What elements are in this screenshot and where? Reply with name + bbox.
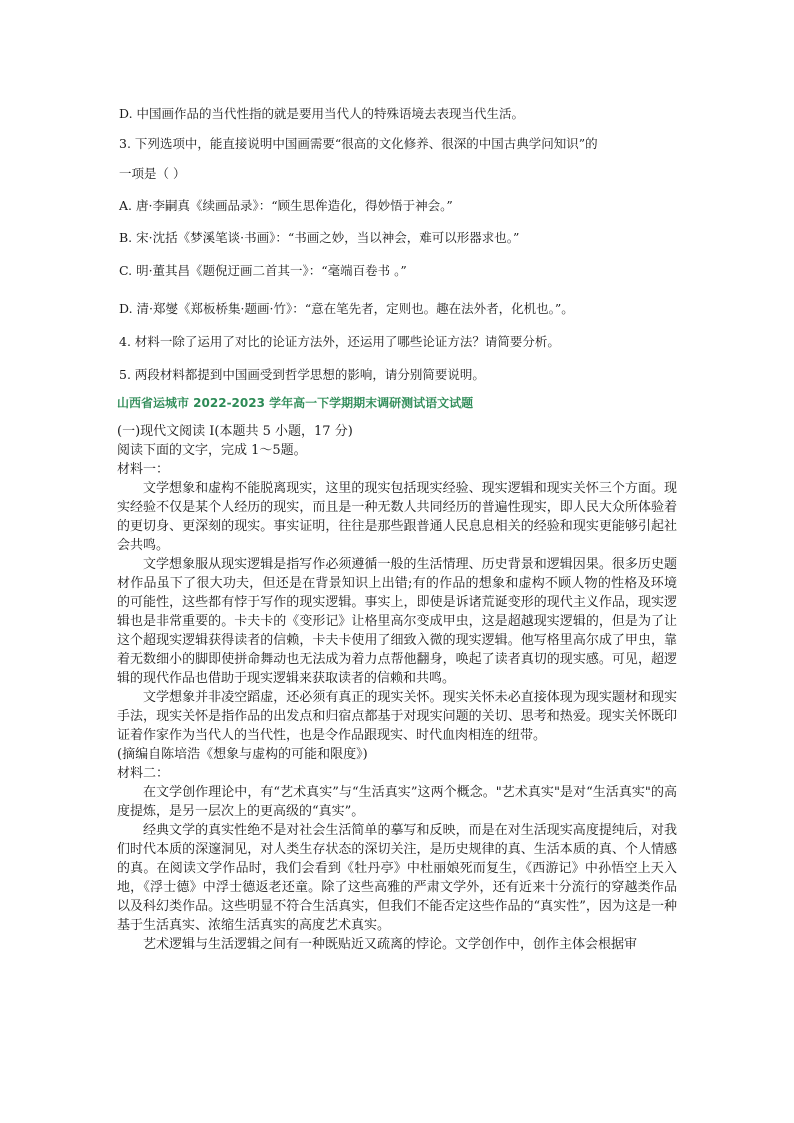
material-2-paragraph-3: 艺术逻辑与生活逻辑之间有一种既贴近又疏离的悖论。文学创作中，创作主体会根据审	[143, 937, 638, 952]
material-1-paragraph-3: 文学想象并非凌空蹈虚，还必须有真正的现实关怀。现实关怀未必直接体现为现实题材和现实手法，现实关怀是指作品的出发点和归宿点都基于对现实问题的关切、思考和热爱。现实关怀既印证着作家作为当代人的当代性，也是令作品跟现实、时代血肉相连的纽带。	[117, 690, 677, 743]
question-3-stem-continued: 一项是（ ）	[119, 166, 186, 181]
question-4: 4. 材料一除了运用了对比的论证方法外，还运用了哪些论证方法？请简要分析。	[119, 334, 560, 349]
material-2-paragraph-1: 在文学创作理论中，有“艺术真实”与“生活真实”这两个概念。"艺术真实"是对“生活真实"的高度提炼，是另一层次上的更高级的“真实”。	[117, 785, 677, 819]
material-1-source: (摘编自陈培浩《想象与虚构的可能和限度》)	[117, 747, 368, 762]
question-3-option-d: D. 清·郑燮《郑板桥集·题画·竹》：“意在笔先者，定则也。趣在法外者，化机也。”。	[119, 301, 574, 316]
material-1-paragraph-2: 文学想象服从现实逻辑是指写作必须遵循一般的生活情理、历史背景和逻辑因果。很多历史题材作品虽下了很大功夫，但还是在背景知识上出错;有的作品的想象和虚构不顾人物的性格及环境的可能性，这些都有悖于写作的现实逻辑。事实上，即使是诉诸荒诞变形的现代主义作品，现实逻辑也是非常重要的。卡夫卡的《变形记》让格里高尔变成甲虫，这是超越现实逻辑的，但是为了让这个超现实逻辑获得读者的信赖，卡夫卡使用了细致入微的现实逻辑。他写格里高尔成了甲虫，靠着无数细小的脚即使拼命舞动也无法成为着力点帮他翻身，唤起了读者真切的现实感。可见，超逻辑的现代作品也借助于现实逻辑来获取读者的信赖和共鸣。	[117, 557, 677, 686]
section-heading: (一)现代文阅读 I(本题共 5 小题，17 分)	[117, 424, 353, 439]
question-3-option-a: A. 唐·李嗣真《续画品录》：“顾生思侔造化，得妙悟于神会。”	[119, 198, 453, 213]
question-3-option-b: B. 宋·沈括《梦溪笔谈·书画》：“书画之妙，当以神会，难可以形器求也。”	[119, 230, 520, 245]
question-2-option-d: D. 中国画作品的当代性指的就是要用当代人的特殊语境去表现当代生活。	[119, 106, 525, 121]
question-3-option-c: C. 明·董其昌《题倪迂画二首其一》：“毫端百卷书 。”	[119, 263, 407, 278]
question-3-stem: 3. 下列选项中，能直接说明中国画需要“很高的文化修养、很深的中国古典学问知识”的	[119, 136, 598, 151]
material-2-paragraph-2: 经典文学的真实性绝不是对社会生活简单的摹写和反映，而是在对生活现实高度提纯后，对我们时代本质的深邃洞见，对人类生存状态的深切关注，是历史规律的真、生活本质的真、个人情感的真。在阅读文学作品时，我们会看到《牡丹亭》中杜丽娘死而复生，《西游记》中孙悟空上天入地，《浮士德》中浮士德返老还童。除了这些高雅的严肃文学外，还有近来十分流行的穿越类作品以及科幻类作品。这些明显不符合生活真实，但我们不能否定这些作品的“真实性”，因为这是一种基于生活真实、浓缩生活真实的高度艺术真实。	[117, 823, 677, 933]
reading-section	[117, 422, 677, 954]
material-2-label: 材料二：	[117, 766, 170, 781]
question-5: 5. 两段材料都提到中国画受到哲学思想的影响，请分别简要说明。	[119, 367, 485, 382]
section-instruction: 阅读下面的文字，完成 1～5题。	[117, 443, 307, 458]
material-1-label: 材料一：	[117, 462, 170, 477]
material-1-paragraph-1: 文学想象和虚构不能脱离现实，这里的现实包括现实经验、现实逻辑和现实关怀三个方面。现实经验不仅是某个人经历的现实，而且是一种无数人共同经历的普遍性现实，即人民大众所体验着的更切身、更深刻的现实。事实证明，往往是那些跟普通人民息息相关的经验和现实更能够引起社会共鸣。	[117, 481, 677, 553]
exam-title: 山西省运城市 2022-2023 学年高一下学期期末调研测试语文试题	[117, 396, 474, 410]
